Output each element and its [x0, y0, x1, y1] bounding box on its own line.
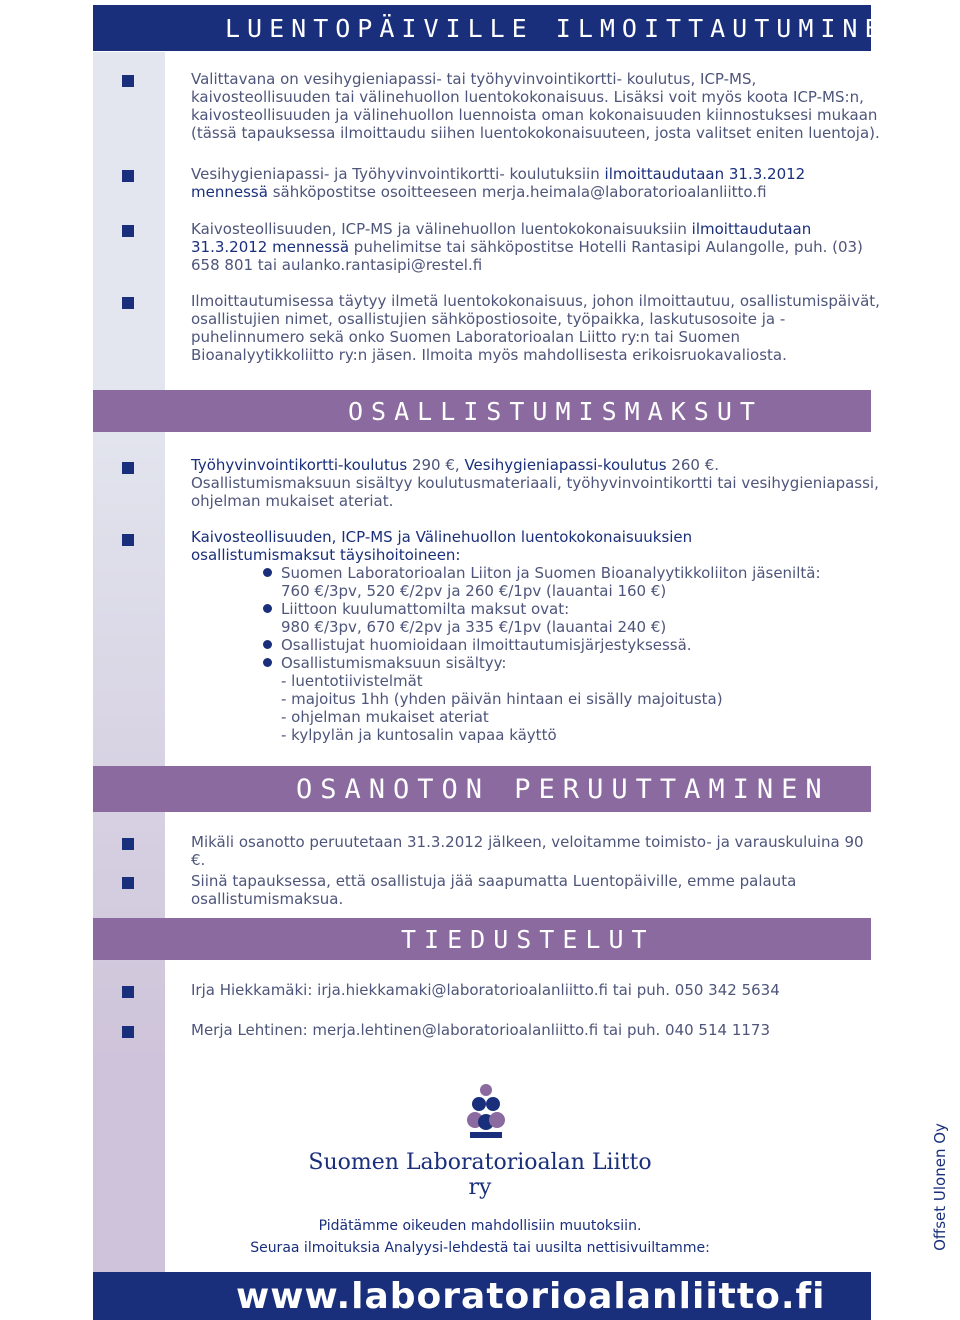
bullet-icon — [122, 170, 134, 182]
bullet-icon — [122, 838, 134, 850]
registration-paragraph-2: Vesihygieniapassi- ja Työhyvinvointikortti- koulutuksiin ilmoittaudutaan 31.3.2012 mennessä sähköpostitse osoitteeseen merja.heimala@laboratorioalanliitto.fi — [191, 165, 806, 201]
website-link[interactable]: www.laboratorioalanliitto.fi — [236, 1275, 826, 1317]
printer-credit: Offset Ulonen Oy — [931, 1123, 949, 1251]
bullet-icon — [122, 1026, 134, 1038]
registration-paragraph-1: Valittavana on vesihygieniapassi- tai työhyvinvointikortti- koulutus, ICP-MS, kaivosteollisuuden tai välinehuollon luentokokonaisuus. Lisäksi voit myös koota ICP-MS:n, kaivosteollisuuden ja välinehuollon luennoista oman kokonaisuuden kiinnostuksesi mukaan (tässä tapauksessa ilmoittaudu siihen luentokokonaisuuteen, josta valitset eniten luentoja). — [191, 70, 880, 142]
inquiries-banner — [93, 918, 871, 960]
bullet-icon — [122, 534, 134, 546]
bullet-icon — [122, 75, 134, 87]
bullet-dot-icon — [263, 658, 272, 667]
bullet-icon — [122, 297, 134, 309]
inquiries-heading: TIEDUSTELUT — [401, 924, 655, 954]
registration-paragraph-4: Ilmoittautumisessa täytyy ilmetä luentokokonaisuus, johon ilmoittautuu, osallistumispäivät, osallistujien nimet, osallistujien sähköpostiosoite, työpaikka, laskutusosoite ja -puhelinnumero sekä onko Suomen Laboratorioalan Liitto ry:n tai Suomen Bioanalyytikkoliitto ry:n jäsen. Ilmoita myös mahdollisesta erikoisruokavaliosta. — [191, 292, 880, 364]
organization-logo-icon — [466, 1082, 506, 1142]
bullet-dot-icon — [263, 604, 272, 613]
bullet-dot-icon — [263, 640, 272, 649]
cancellation-paragraph-1: Mikäli osanotto peruutetaan 31.3.2012 jälkeen, veloitamme toimisto- ja varauskuluina 90 €. — [191, 833, 864, 869]
fees-members-item: Suomen Laboratorioalan Liiton ja Suomen Bioanalyytikkoliiton jäseniltä: — [257, 564, 881, 582]
organization-name: Suomen Laboratorioalan Liitto ry — [308, 1150, 652, 1200]
fees-heading: OSALLISTUMISMAKSUT — [348, 396, 763, 426]
bullet-icon — [122, 225, 134, 237]
sidebar-top — [93, 52, 165, 392]
cancellation-heading: OSANOTON PERUUTTAMINEN — [296, 773, 830, 805]
fees-order-item: Osallistujat huomioidaan ilmoittautumisjärjestyksessä. — [257, 636, 881, 654]
contact-merja: Merja Lehtinen: merja.lehtinen@laboratorioalanliitto.fi tai puh. 040 514 1173 — [191, 1021, 770, 1039]
bullet-icon — [122, 986, 134, 998]
notice-follow: Seuraa ilmoituksia Analyysi-lehdestä tai uusilta nettisivuiltamme: — [250, 1240, 710, 1256]
bullet-dot-icon — [263, 568, 272, 577]
registration-banner — [93, 5, 909, 51]
notice-changes: Pidätämme oikeuden mahdollisiin muutoksiin. — [318, 1218, 642, 1234]
cancellation-paragraph-2: Siinä tapauksessa, että osallistuja jää saapumatta Luentopäiville, emme palauta osallistumismaksua. — [191, 872, 797, 908]
footer-banner — [93, 1272, 871, 1320]
bullet-icon — [122, 462, 134, 474]
cancellation-banner — [93, 766, 871, 812]
registration-heading: LUENTOPÄIVILLE ILMOITTAUTUMINEN — [225, 13, 909, 43]
bullet-icon — [122, 877, 134, 889]
fees-banner — [93, 390, 871, 432]
fees-paragraph-2: Kaivosteollisuuden, ICP-MS ja Välinehuollon luentokokonaisuuksien osallistumismaksut täysihoitoineen: Suomen Laboratorioalan Liiton ja Suomen Bioanalyytikkoliiton jäseniltä: 760 €/3pv, 520 €/2pv ja 260 €/1pv (lauantai 160 €) Liittoon kuulumattomilta maksut ovat: 980 €/3pv, 670 €/2pv ja 335 €/1pv (lauantai 240 €) Osallistujat huomioidaan ilmoittautumisjärjestyksessä. Osallistumismaksuun sisältyy: - luentotiivistelmät - majoitus 1hh (yhden päivän hintaan ei sisälly majoitusta) - ohjelman mukaiset ateriat - kylpylän ja kuntosalin vapaa käyttö — [191, 528, 881, 744]
fees-includes-item: Osallistumismaksuun sisältyy: — [257, 654, 881, 672]
sidebar-bottom — [93, 1052, 165, 1272]
contact-irja: Irja Hiekkamäki: irja.hiekkamaki@laboratorioalanliitto.fi tai puh. 050 342 5634 — [191, 981, 780, 999]
fees-nonmembers-item: Liittoon kuulumattomilta maksut ovat: — [257, 600, 881, 618]
fees-paragraph-1: Työhyvinvointikortti-koulutus 290 €, Vesihygieniapassi-koulutus 260 €. Osallistumismaksuun sisältyy koulutusmateriaali, työhyvinvointikortti tai vesihygieniapassi, ohjelman mukaiset ateriat. — [191, 456, 879, 510]
registration-paragraph-3: Kaivosteollisuuden, ICP-MS ja välinehuollon luentokokonaisuuksiin ilmoittaudutaan 31.3.2012 mennessä puhelimitse tai sähköpostitse Hotelli Rantasipi Aulangolle, puh. (03) 658 801 tai aulanko.rantasipi@restel.fi — [191, 220, 863, 274]
